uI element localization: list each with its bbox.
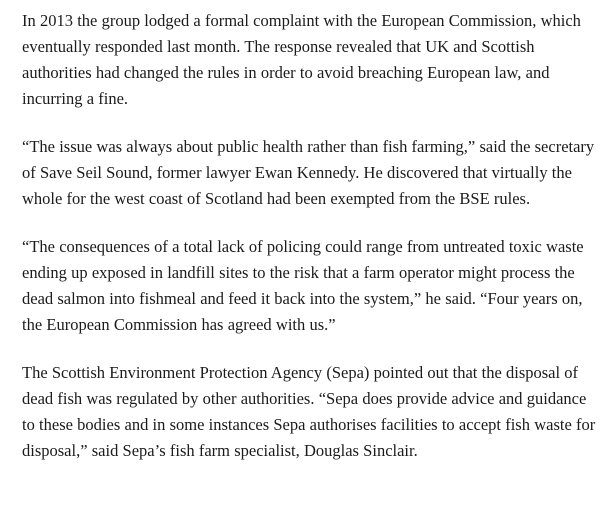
article-paragraph: In 2013 the group lodged a formal complaint with the European Commission, which eventually responded last month. The response revealed that UK and Scottish authorities had changed the rules in order to avoid breaching European law, and incurring a fine. <box>22 11 581 108</box>
article-paragraph: “The consequences of a total lack of policing could range from untreated toxic waste ending up exposed in landfill sites to the risk that a farm operator might process the dead salmon into fishmeal and feed it back into the system,” he said. “Four years on, the European Commission has agreed with us.” <box>22 237 584 334</box>
article-paragraph: The Scottish Environment Protection Agency (Sepa) pointed out that the disposal of dead fish was regulated by other authorities. “Sepa does provide advice and guidance to these bodies and in some instances Sepa authorises facilities to accept fish waste for disposal,” said Sepa’s fish farm specialist, Douglas Sinclair. <box>22 363 596 460</box>
article-paragraph: “The issue was always about public health rather than fish farming,” said the secretary of Save Seil Sound, former lawyer Ewan Kennedy. He discovered that virtually the whole for the west coast of Scotland had been exempted from the BSE rules. <box>22 137 595 208</box>
